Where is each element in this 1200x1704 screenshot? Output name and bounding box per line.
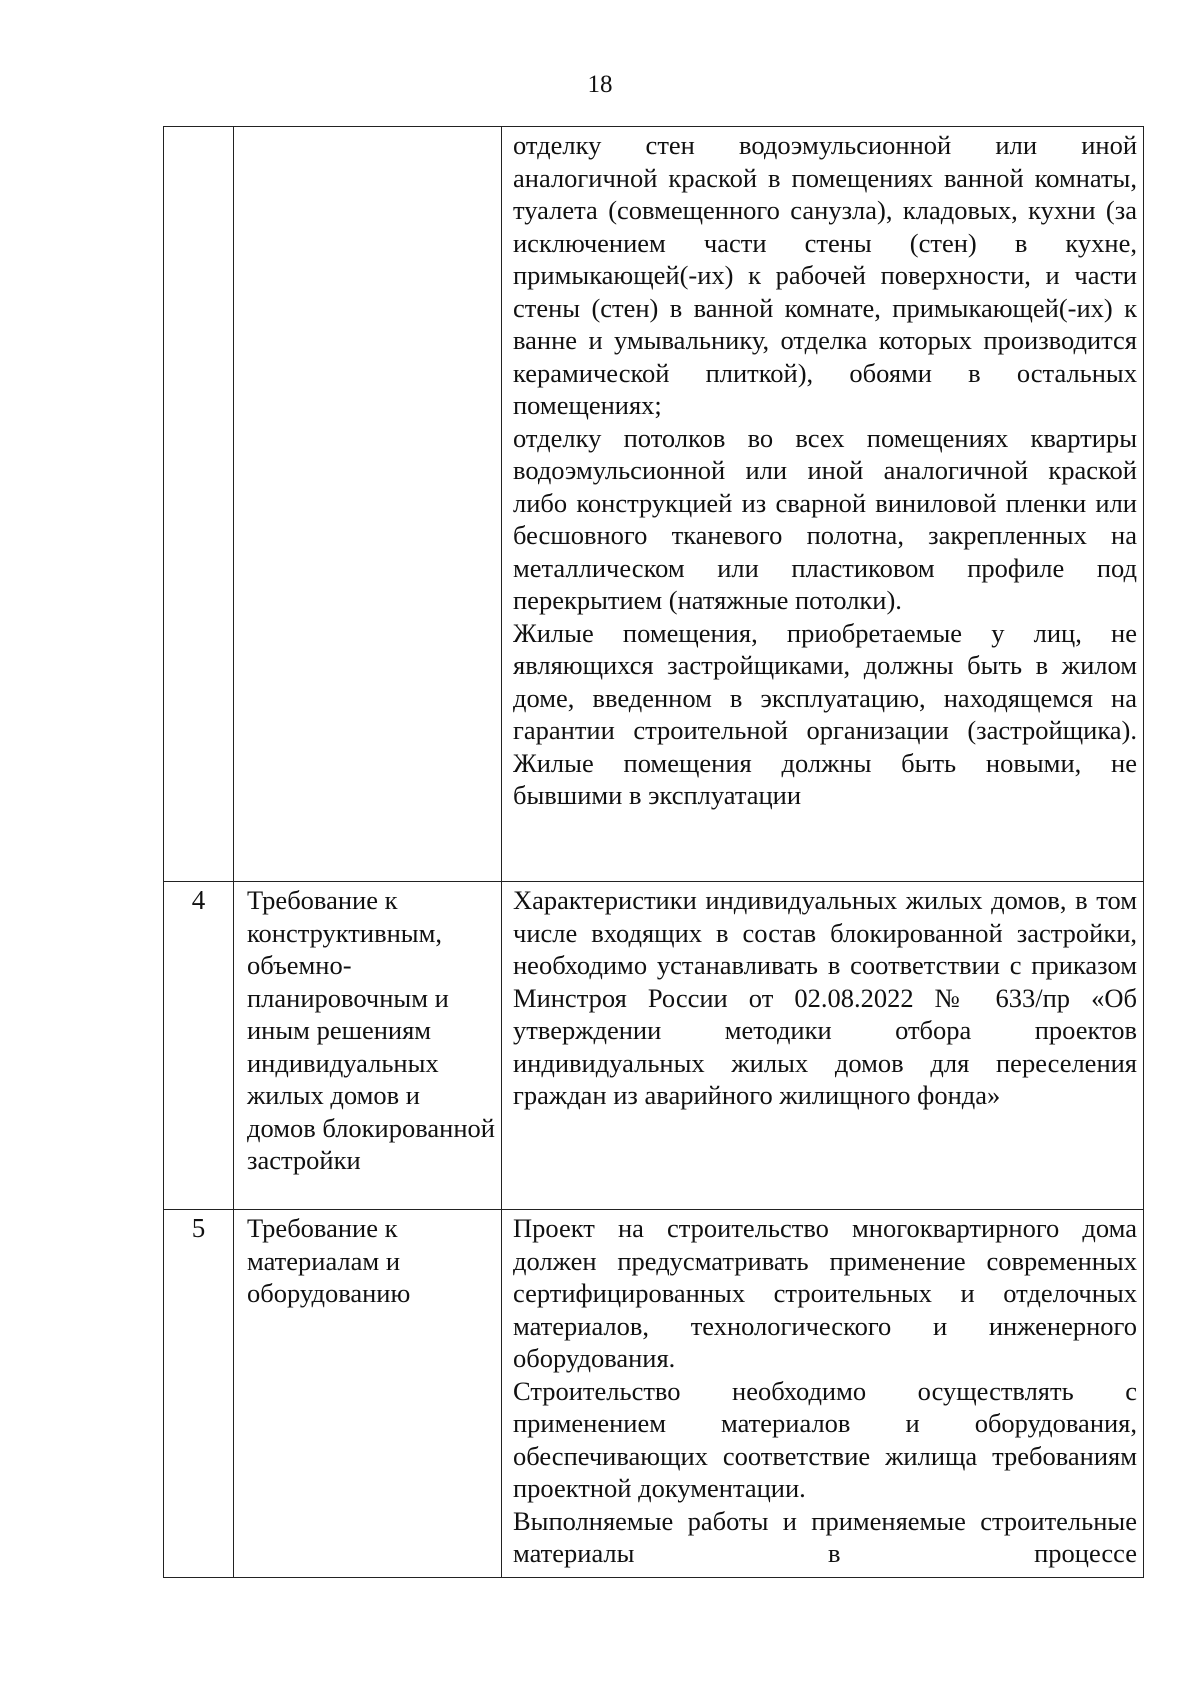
row-number-cell [164, 127, 234, 882]
requirement-description-cell [502, 882, 1144, 1210]
requirements-table [163, 126, 1144, 1578]
description-paragraph: Проект на строительство многоквартирного дома должен предусматривать применение современных сертифицированных строительных и отделочных материалов, технологического и инженерного оборудования. [513, 1213, 1137, 1373]
description-paragraph: Выполняемые работы и применяемые строительные материалы в процессе [513, 1505, 1137, 1568]
table-row [164, 127, 1144, 882]
requirement-name-cell: Требование к конструктивным, объемно-планировочным и иным решениям индивидуальных жилых домов и домов блокированной застройки [234, 882, 502, 1210]
description-paragraph: Строительство необходимо осуществлять с применением материалов и оборудования, обеспечивающих соответствие жилища требованиям проектной документации. [513, 1375, 1137, 1503]
table-row [164, 1210, 1144, 1578]
requirement-description-cell [502, 127, 1144, 882]
row-number-cell: 5 [164, 1210, 234, 1578]
requirement-name-cell [234, 127, 502, 882]
description-paragraph: Жилые помещения, приобретаемые у лиц, не являющихся застройщиками, должны быть в жилом доме, введенном в эксплуатацию, находящемся на гарантии строительной организации (застройщика). Жилые помещения должны быть новыми, не бывшими в эксплуатации [513, 617, 1137, 810]
requirement-description-cell [502, 1210, 1144, 1578]
description-paragraph: отделку потолков во всех помещениях квартиры водоэмульсионной или иной аналогичной краской либо конструкцией из сварной виниловой пленки или бесшовного тканевого полотна, закрепленных на металлическом или пластиковом профиле под перекрытием (натяжные потолки). [513, 422, 1137, 615]
description-paragraph: отделку стен водоэмульсионной или иной аналогичной краской в помещениях ванной комнаты, туалета (совмещенного санузла), кладовых, кухни (за исключением части стены (стен) в кухне, примыкающей(-их) к рабочей поверхности, и части стены (стен) в ванной комнате, примыкающей(-их) к ванне и умывальнику, отделка которых производится керамической плиткой), обоями в остальных помещениях; [513, 130, 1137, 420]
row-number-cell: 4 [164, 882, 234, 1210]
description-paragraph: Характеристики индивидуальных жилых домов, в том числе входящих в состав блокированной застройки, необходимо устанавливать в соответствии с приказом Минстроя России от 02.08.2022 № 633/пр «Об утверждении методики отбора проектов индивидуальных жилых домов для переселения граждан из аварийного жилищного фонда» [513, 885, 1137, 1110]
table-row [164, 882, 1144, 1210]
page-number: 18 [587, 71, 613, 98]
requirement-name-cell: Требование к материалам и оборудованию [234, 1210, 502, 1578]
